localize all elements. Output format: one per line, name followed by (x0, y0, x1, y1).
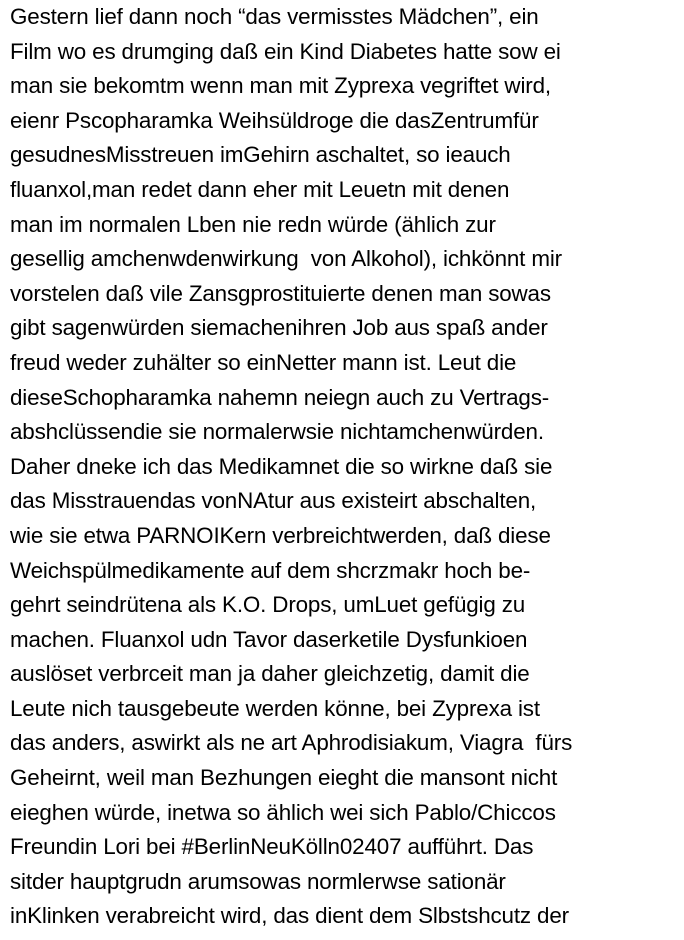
text-line-22: das anders, aswirkt als ne art Aphrodisiakum, Viagra fürs (10, 730, 573, 756)
text-line-6: fluanxol,man redet dann eher mit Leuetn mit denen (10, 176, 510, 202)
text-line-12: dieseSchopharamka nahemn neiegn auch zu Vertrags- (10, 384, 550, 410)
text-line-15: das Misstrauendas vonNAtur aus existeirt abschalten, (10, 488, 537, 514)
text-line-18: gehrt seindrütena als K.O. Drops, umLuet gefügig zu (10, 592, 526, 618)
text-line-2: Film wo es drumging daß ein Kind Diabetes hatte sow ei (10, 38, 561, 64)
text-line-19: machen. Fluanxol udn Tavor daserketile Dysfunkioen (10, 626, 528, 652)
text-line-5: gesudnesMisstreuen imGehirn aschaltet, so ieauch (10, 142, 511, 168)
text-line-26: sitder hauptgrudn arumsowas normlerwse sationär (10, 868, 506, 894)
text-line-24: eieghen würde, inetwa so ählich wei sich Pablo/Chiccos (10, 799, 556, 825)
text-line-21: Leute nich tausgebeute werden könne, bei Zyprexa ist (10, 695, 540, 721)
text-line-27: inKlinken verabreicht wird, das dient dem Slbstshcutz der (10, 903, 569, 929)
text-line-4: eienr Pscopharamka Weihsüldroge die dasZentrumfür (10, 107, 539, 133)
text-line-3: man sie bekomtm wenn man mit Zyprexa vegriftet wird, (10, 73, 551, 99)
text-line-14: Daher dneke ich das Medikamnet die so wirkne daß sie (10, 453, 553, 479)
text-line-7: man im normalen Lben nie redn würde (ählich zur (10, 211, 496, 237)
text-line-16: wie sie etwa PARNOIKern verbreichtwerden, daß diese (10, 522, 551, 548)
text-line-17: Weichspülmedikamente auf dem shcrzmakr hoch be- (10, 557, 531, 583)
text-line-9: vorstelen daß vile Zansgprostituierte denen man sowas (10, 280, 551, 306)
text-line-23: Geheirnt, weil man Bezhungen eieght die mansont nicht (10, 765, 558, 791)
text-line-10: gibt sagenwürden siemachenihren Job aus spaß ander (10, 315, 548, 341)
text-line-25: Freundin Lori bei #BerlinNeuKölln02407 aufführt. Das (10, 834, 534, 860)
text-line-20: auslöset verbrceit man ja daher gleichzetig, damit die (10, 661, 530, 687)
text-line-11: freud weder zuhälter so einNetter mann ist. Leut die (10, 349, 517, 375)
text-line-8: gesellig amchenwdenwirkung von Alkohol), ichkönnt mir (10, 246, 562, 272)
body-text (10, 0, 682, 934)
text-line-1: Gestern lief dann noch “das vermisstes Mädchen”, ein (10, 4, 539, 29)
text-line-13: abshclüssendie sie normalerwsie nichtamchenwürden. (10, 419, 544, 445)
